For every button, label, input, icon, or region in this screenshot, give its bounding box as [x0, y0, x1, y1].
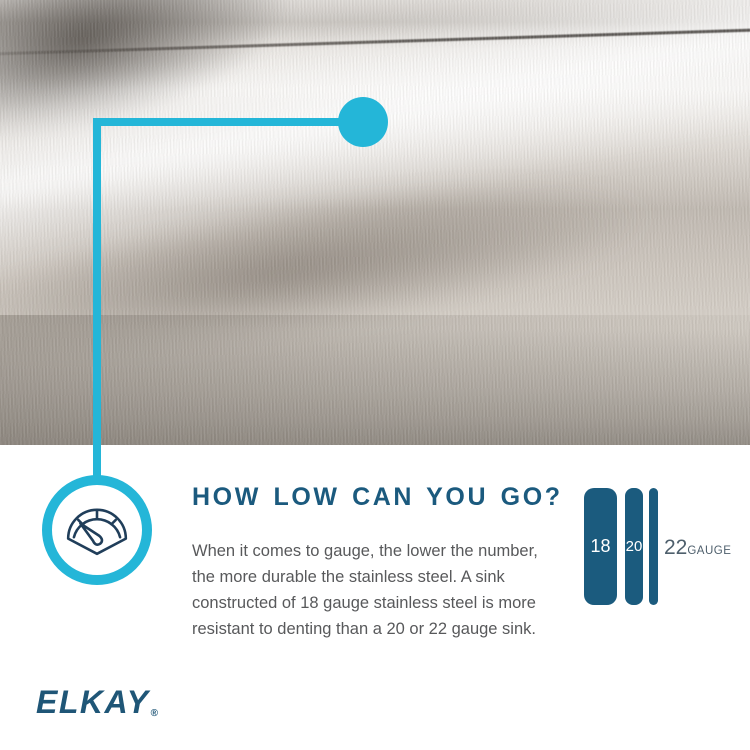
body-copy-line: the more durable the stainless steel. A sink: [192, 568, 505, 586]
bar-22-number: 22: [664, 536, 688, 559]
body-copy-line: When it comes to gauge, the lower the number,: [192, 542, 538, 560]
bar-20-gauge: [625, 488, 643, 605]
body-copy: [192, 538, 538, 642]
gauge-badge: [42, 475, 152, 585]
bar-22-gauge: [649, 488, 658, 605]
photo-layer-rim-crease: [0, 26, 750, 56]
body-copy-line: resistant to denting than a 20 or 22 gauge sink.: [192, 620, 536, 638]
callout-dot: [338, 97, 388, 147]
photo-layer-bottom-shade: [0, 315, 750, 445]
callout-line-horizontal: [93, 118, 363, 126]
bar-18-label: 18: [590, 536, 611, 556]
bar-18-gauge: [584, 488, 617, 605]
elkay-logo-text: ELKAY: [36, 684, 150, 720]
headline: HOW LOW CAN YOU GO?: [192, 483, 563, 511]
callout-line-vertical: [93, 118, 101, 480]
registered-trademark-icon: ®: [150, 708, 160, 719]
bar-20-label: 20: [625, 538, 643, 555]
gauge-dial-icon: [60, 499, 134, 561]
bar-22-gauge-label: [664, 536, 731, 560]
photo-layer-highlight: [0, 0, 750, 304]
gauge-unit-label: GAUGE: [687, 545, 732, 557]
elkay-logo: [36, 684, 158, 721]
body-copy-line: constructed of 18 gauge stainless steel is more: [192, 594, 536, 612]
